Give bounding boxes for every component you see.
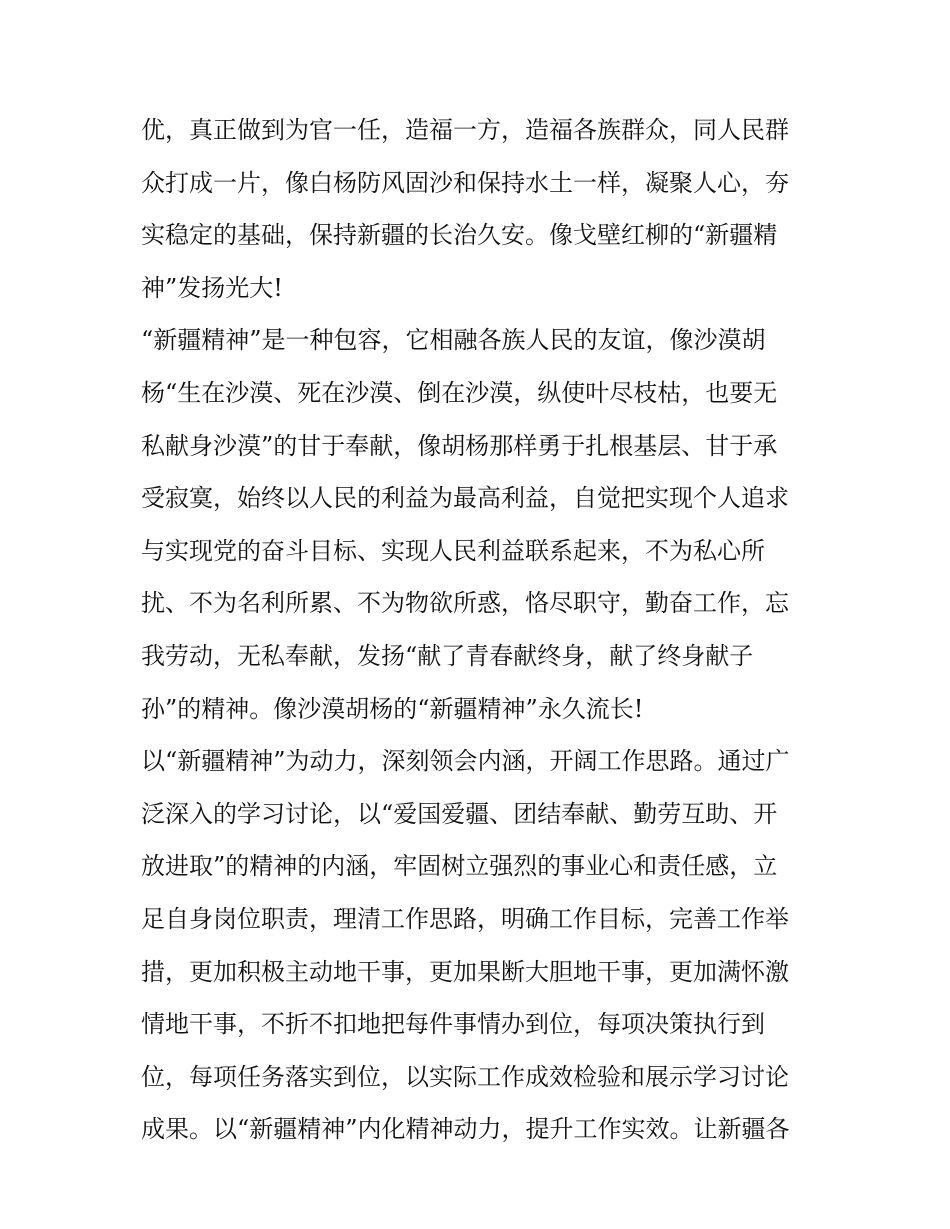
text-line: 放进取”的精神的内涵，牢固树立强烈的事业心和责任感，立 (141, 852, 778, 881)
text-line: 足自身岗位职责，理清工作思路，明确工作目标，完善工作举 (141, 904, 789, 933)
text-line: 泛深入的学习讨论，以“爱国爱疆、团结奉献、勤劳互助、开 (141, 799, 778, 828)
text-line: 与实现党的奋斗目标、实现人民利益联系起来，不为私心所 (141, 536, 765, 565)
text-line: 措，更加积极主动地干事，更加果断大胆地干事，更加满怀激 (141, 957, 789, 986)
text-line: 情地干事，不折不扣地把每件事情办到位，每项决策执行到 (141, 1010, 765, 1039)
text-line: 以“新疆精神”为动力，深刻领会内涵，开阔工作思路。通过广 (141, 747, 790, 776)
text-line: 扰、不为名利所累、不为物欲所惑，恪尽职守，勤奋工作，忘 (141, 589, 789, 618)
text-line: 众打成一片，像白杨防风固沙和保持水土一样，凝聚人心，夯 (141, 168, 789, 197)
text-line: “新疆精神”是一种包容，它相融各族人民的友谊，像沙漠胡 (141, 326, 766, 355)
text-line: 私献身沙漠”的甘于奉献，像胡杨那样勇于扎根基层、甘于承 (141, 431, 778, 460)
text-line: 位，每项任务落实到位，以实际工作成效检验和展示学习讨论 (141, 1062, 789, 1091)
text-line: 实稳定的基础，保持新疆的长治久安。像戈壁红柳的“新疆精 (141, 221, 778, 250)
body-text (141, 110, 831, 1162)
text-line: 我劳动，无私奉献，发扬“献了青春献终身，献了终身献子 (141, 641, 754, 670)
text-line: 孙”的精神。像沙漠胡杨的“新疆精神”永久流长! (141, 694, 644, 723)
text-line: 优，真正做到为官一任，造福一方，造福各族群众，同人民群 (141, 116, 789, 144)
text-line: 成果。以“新疆精神”内化精神动力，提升工作实效。让新疆各 (141, 1115, 790, 1144)
text-line: 受寂寞，始终以人民的利益为最高利益，自觉把实现个人追求 (141, 484, 789, 513)
text-line: 神”发扬光大! (141, 273, 283, 302)
text-line: 杨“生在沙漠、死在沙漠、倒在沙漠，纵使叶尽枝枯，也要无 (141, 378, 778, 407)
